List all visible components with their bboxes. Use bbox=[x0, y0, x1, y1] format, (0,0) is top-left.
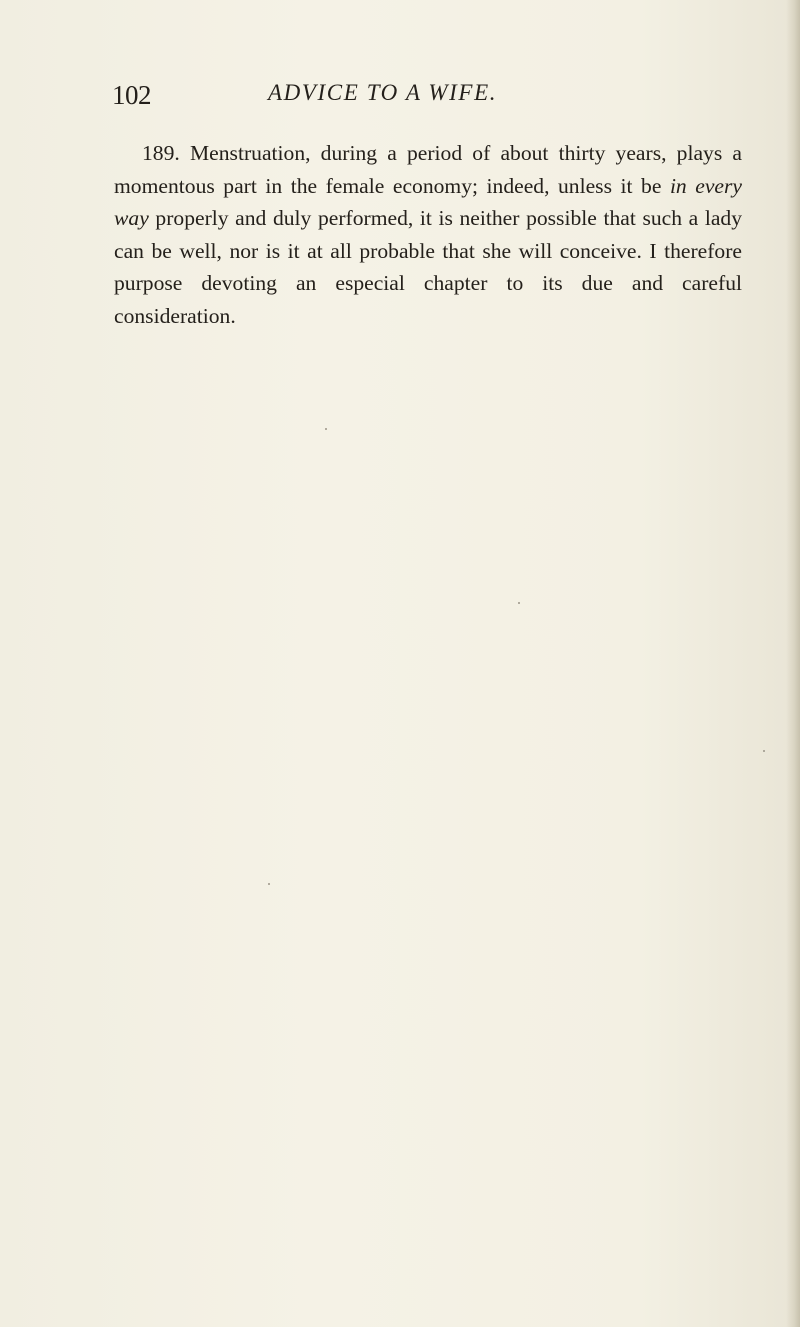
paper-speck bbox=[268, 883, 270, 885]
running-title: ADVICE TO A WIFE. bbox=[268, 80, 498, 105]
page-number: 102 bbox=[112, 80, 151, 110]
paragraph-text-end: properly and duly performed, it is neither possible that such a lady can be well, nor is it at all probable that she will conceive. I therefore purpose devoting an especial chapter to its due and careful consideration. bbox=[114, 206, 742, 328]
paper-speck bbox=[518, 602, 520, 604]
emphasis-text: in every way bbox=[114, 173, 742, 231]
page-header bbox=[112, 80, 742, 112]
paper-speck bbox=[763, 750, 765, 752]
page-edge-shadow bbox=[786, 0, 800, 1327]
paragraph-number: 189. bbox=[142, 141, 180, 165]
paper-speck bbox=[325, 428, 327, 430]
paragraph-text-start: Menstruation, during a period of about thirty years, plays a momentous part in the female economy; indeed, unless it be bbox=[114, 141, 742, 198]
paragraph-189 bbox=[114, 137, 742, 333]
